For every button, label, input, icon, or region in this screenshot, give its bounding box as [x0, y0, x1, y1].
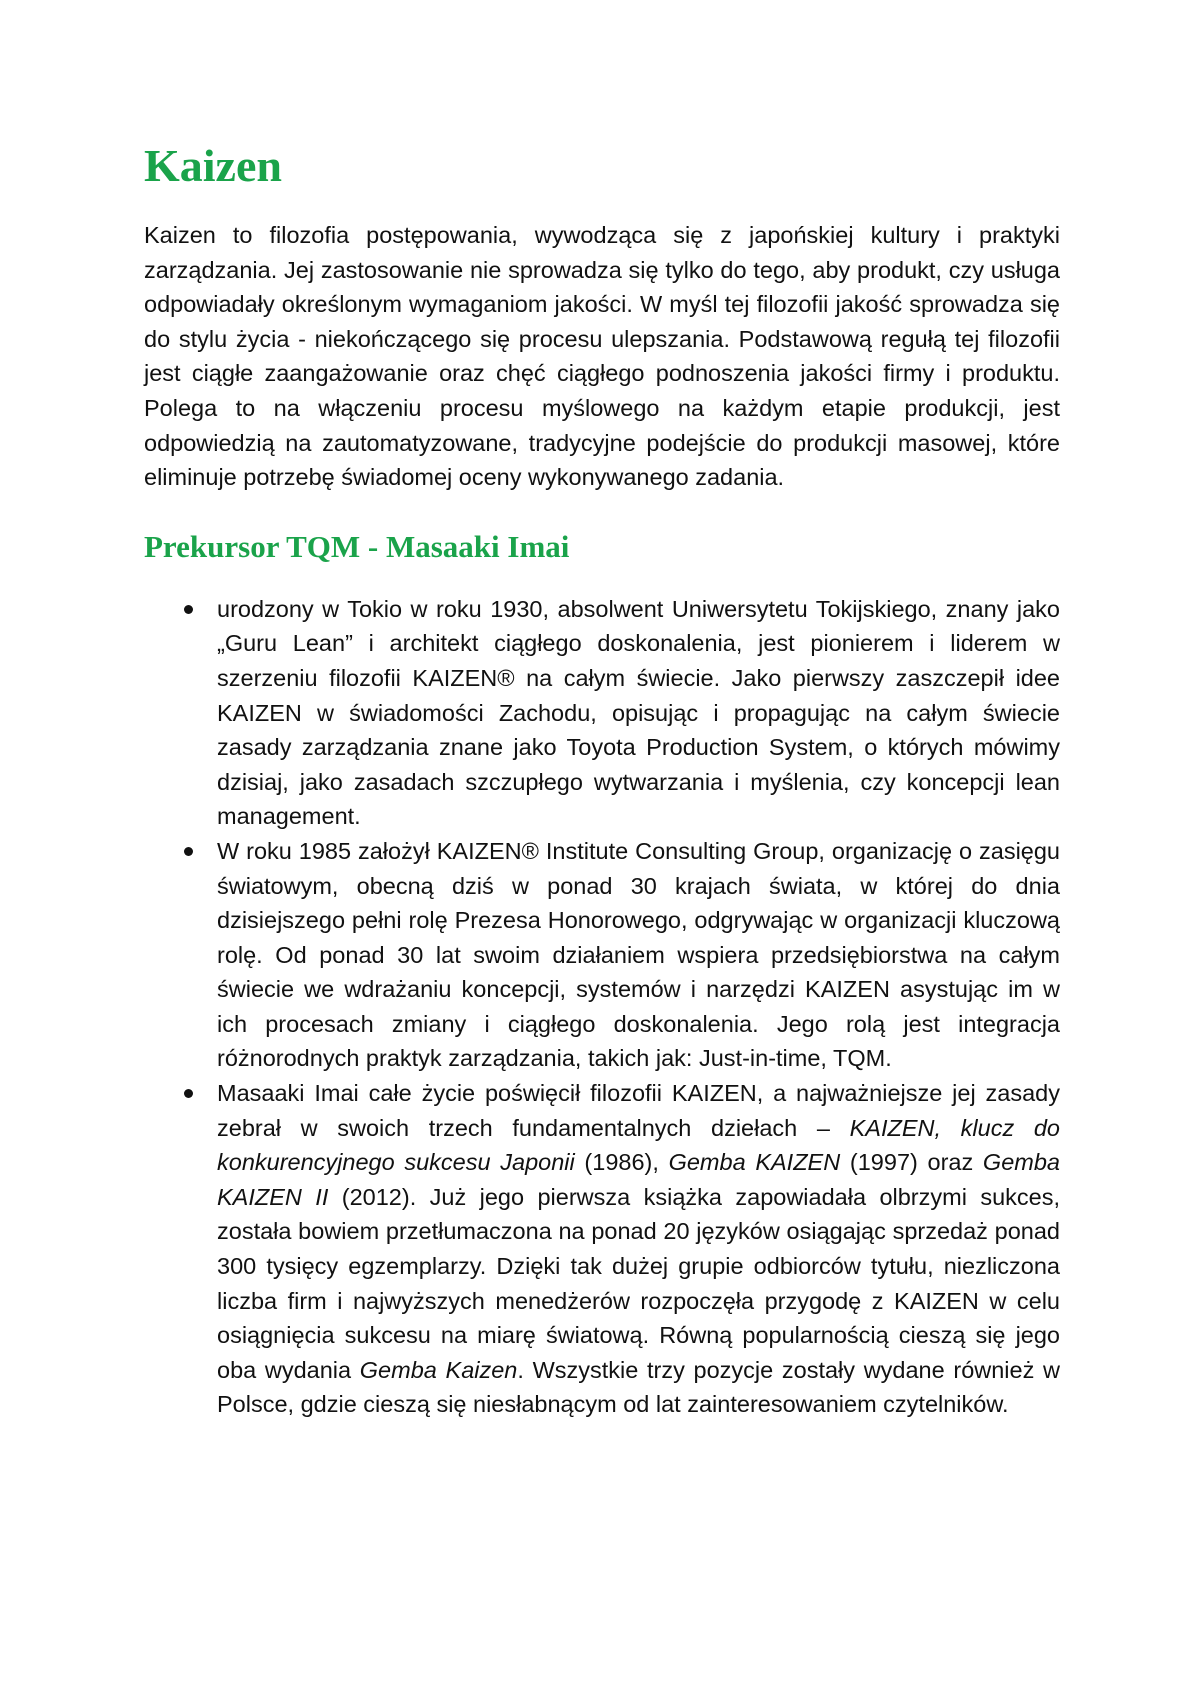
bullet-item [144, 592, 1060, 834]
bullet-text-part: Masaaki Imai całe życie poświęcił filozofii KAIZEN, a najważniejsze jej zasady zebrał w swoich trzech fundamentalnych dziełach – [217, 1080, 1060, 1141]
book-title: KAIZEN, klucz do konkurencyjnego sukcesu Japonii [217, 1114, 1060, 1176]
bullet-item [144, 834, 1060, 1076]
bullet-text: urodzony w Tokio w roku 1930, absolwent Uniwersytetu Tokijskiego, znany jako „Guru Lean” i architekt ciągłego doskonalenia, jest pionierem i liderem w szerzeniu filozofii KAIZEN® na całym świecie. Jako pierwszy zaszczepił idee KAIZEN w świadomości Zachodu, opisując i propagując na całym świecie zasady zarządzania znane jako Toyota Production System, o których mówimy dzisiaj, jako zasadach szczupłego wytwarzania i myślenia, czy koncepcji lean management. [217, 595, 1060, 830]
book-title: Gemba Kaizen [359, 1356, 518, 1383]
bullet-text: W roku 1985 założył KAIZEN® Institute Consulting Group, organizację o zasięgu światowym, obecną dziś w ponad 30 krajach świata, w której do dnia dzisiejszego pełni rolę Prezesa Honorowego, odgrywając w organizacji kluczową rolę. Od ponad 30 lat swoim działaniem wspiera przedsiębiorstwa na całym świecie we wdrażaniu koncepcji, systemów i narzędzi KAIZEN asystując im w ich procesach zmiany i ciągłego doskonalenia. Jego rolą jest integracja różnorodnych praktyk zarządzania, takich jak: Just-in-time, TQM. [217, 837, 1060, 1072]
book-title: Gemba KAIZEN II [217, 1149, 1060, 1210]
bullet-item [144, 1076, 1060, 1422]
bullet-list [144, 592, 1060, 1422]
bullet-text-part: (2012). Już jego pierwsza książka zapowiadała olbrzymi sukces, została bowiem przetłumaczona na ponad 20 języków osiągając sprzedaż ponad 300 tysięcy egzemplarzy. Dzięki tak dużej grupie odbiorców tytułu, niezliczona liczba firm i najwyższych menedżerów rozpoczęła przygodę z KAIZEN w celu osiągnięcia sukcesu na miarę światową. Równą popularnością cieszą się jego oba wydania [217, 1183, 1061, 1383]
bullet-text-part: (1986), [574, 1149, 669, 1176]
document-title: Kaizen [144, 140, 282, 191]
bullet-text-part: (1997) oraz [840, 1149, 983, 1176]
document-page [144, 140, 1060, 1422]
bullet-icon [184, 847, 193, 856]
bullet-icon [184, 1089, 193, 1098]
bullet-text-part: . Wszystkie trzy pozycje zostały wydane również w Polsce, gdzie cieszą się niesłabnącym od lat zainteresowaniem czytelników. [217, 1356, 1060, 1418]
intro-paragraph: Kaizen to filozofia postępowania, wywodząca się z japońskiej kultury i praktyki zarządzania. Jej zastosowanie nie sprowadza się tylko do tego, aby produkt, czy usługa odpowiadały określonym wymaganiom jakości. W myśl tej filozofii jakość sprowadza się do stylu życia - niekończącego się procesu ulepszania. Podstawową regułą tej filozofii jest ciągłe zaangażowanie oraz chęć ciągłego podnoszenia jakości firmy i produktu. Polega to na włączeniu procesu myślowego na każdym etapie produkcji, jest odpowiedzią na zautomatyzowane, tradycyjne podejście do produkcji masowej, które eliminuje potrzebę świadomej oceny wykonywanego zadania. [144, 222, 1060, 491]
bullet-icon [184, 605, 193, 614]
book-title: Gemba KAIZEN [668, 1149, 841, 1176]
section-heading: Prekursor TQM - Masaaki Imai [144, 528, 570, 564]
